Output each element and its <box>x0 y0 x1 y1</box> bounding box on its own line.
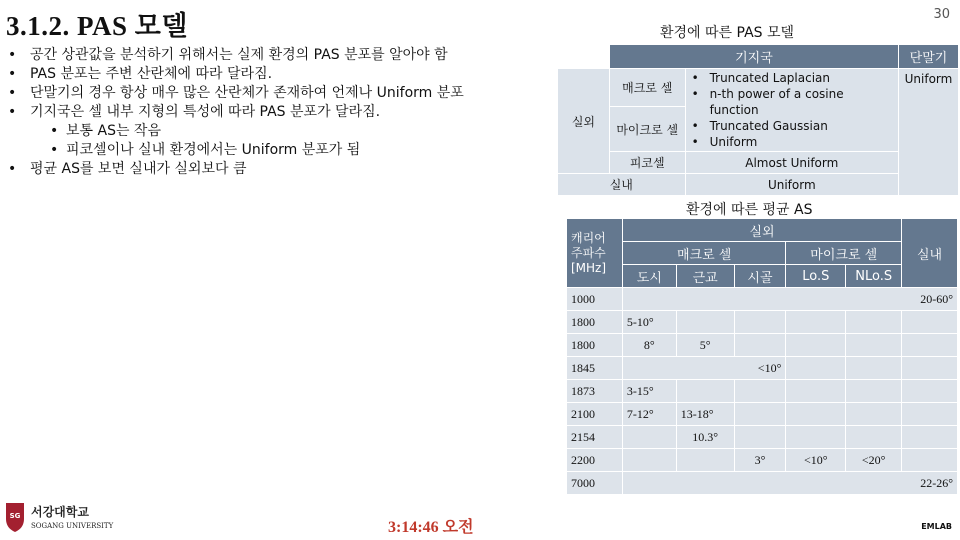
bullet-item: • 기지국은 셀 내부 지형의 특성에 따라 PAS 분포가 달라짐. <box>8 103 548 122</box>
pas-model-table <box>557 44 959 196</box>
pico-value: Almost Uniform <box>685 152 898 174</box>
row-outdoor: 실외 <box>558 69 610 174</box>
los-cell: <10° <box>786 449 846 472</box>
logo-text-kr: 서강대학교 <box>31 505 89 519</box>
table-row <box>567 311 958 334</box>
freq-cell: 2154 <box>567 426 623 449</box>
header-urban: 도시 <box>622 265 676 288</box>
cell-indoor: 실내 <box>558 174 686 196</box>
indoor-value: Uniform <box>685 174 898 196</box>
table-row <box>567 403 958 426</box>
header-macro: 매크로 셀 <box>622 242 785 265</box>
cell-pico: 피코셀 <box>609 152 685 174</box>
bullet-list <box>8 46 548 179</box>
urban-cell: 5-10° <box>622 311 676 334</box>
mobile-value: Uniform <box>899 69 959 196</box>
freq-cell: 7000 <box>567 472 623 495</box>
table-row <box>567 426 958 449</box>
indoor-cell: 22-26° <box>622 472 957 495</box>
indoor-cell: 20-60° <box>622 288 957 311</box>
avg-as-table <box>566 218 958 495</box>
header-indoor: 실내 <box>902 219 958 288</box>
header-micro: 마이크로 셀 <box>786 242 902 265</box>
pas-model-list <box>685 69 898 152</box>
logo-text-en: SOGANG UNIVERSITY <box>31 522 114 530</box>
page-number: 30 <box>933 7 950 22</box>
table-row <box>567 288 958 311</box>
urban-cell: 8° <box>622 334 676 357</box>
sub-bullet-item: • 보통 AS는 작음 <box>8 122 548 141</box>
model-item: • n-th power of a cosine function <box>692 86 895 118</box>
bullet-item: • PAS 분포는 주변 산란체에 따라 달라짐. <box>8 65 548 84</box>
header-mobile: 단말기 <box>899 45 959 69</box>
header-suburban: 근교 <box>676 265 734 288</box>
freq-cell: 2200 <box>567 449 623 472</box>
university-logo <box>3 501 123 533</box>
avg-as-table-caption: 환경에 따른 평균 AS <box>686 202 813 218</box>
slide-title: 3.1.2. PAS 모델 <box>6 11 188 41</box>
freq-cell: 1800 <box>567 334 623 357</box>
lab-label: EMLAB <box>921 522 952 531</box>
bullet-item: • 단말기의 경우 항상 매우 많은 산란체가 존재하여 언제나 Uniform 분포 <box>8 84 548 103</box>
header-rural: 시골 <box>734 265 786 288</box>
urban-cell: 3-15° <box>622 380 676 403</box>
header-outdoor: 실외 <box>622 219 901 242</box>
header-base-station: 기지국 <box>609 45 898 69</box>
cell-micro: 마이크로 셀 <box>609 107 685 152</box>
freq-cell: 2100 <box>567 403 623 426</box>
header-los: Lo.S <box>786 265 846 288</box>
sub-bullet-item: • 피코셀이나 실내 환경에서는 Uniform 분포가 됨 <box>8 141 548 160</box>
suburban-cell: 5° <box>676 334 734 357</box>
rural-cell: 3° <box>734 449 786 472</box>
urban-cell: 7-12° <box>622 403 676 426</box>
bullet-item: • 평균 AS를 보면 실내가 실외보다 큼 <box>8 160 548 179</box>
pas-model-table-caption: 환경에 따른 PAS 모델 <box>660 25 795 41</box>
table-row <box>567 357 958 380</box>
table-row <box>567 380 958 403</box>
model-item: • Uniform <box>692 134 895 150</box>
model-item: • Truncated Gaussian <box>692 118 895 134</box>
freq-cell: 1000 <box>567 288 623 311</box>
nlos-cell: <20° <box>846 449 902 472</box>
freq-cell: 1800 <box>567 311 623 334</box>
table-row <box>567 472 958 495</box>
header-frequency: 캐리어 주파수 [MHz] <box>567 219 623 288</box>
suburban-cell: 10.3° <box>676 426 734 449</box>
svg-text:SG: SG <box>9 512 21 520</box>
header-nlos: NLo.S <box>846 265 902 288</box>
macro-cell: <10° <box>622 357 785 380</box>
table-row <box>567 334 958 357</box>
model-item: • Truncated Laplacian <box>692 70 895 86</box>
cell-macro: 매크로 셀 <box>609 69 685 107</box>
timestamp: 3:14:46 오전 <box>388 519 474 536</box>
bullet-item: • 공간 상관값을 분석하기 위해서는 실제 환경의 PAS 분포를 알아야 함 <box>8 46 548 65</box>
freq-cell: 1845 <box>567 357 623 380</box>
table-row <box>567 449 958 472</box>
suburban-cell: 13-18° <box>676 403 734 426</box>
freq-cell: 1873 <box>567 380 623 403</box>
